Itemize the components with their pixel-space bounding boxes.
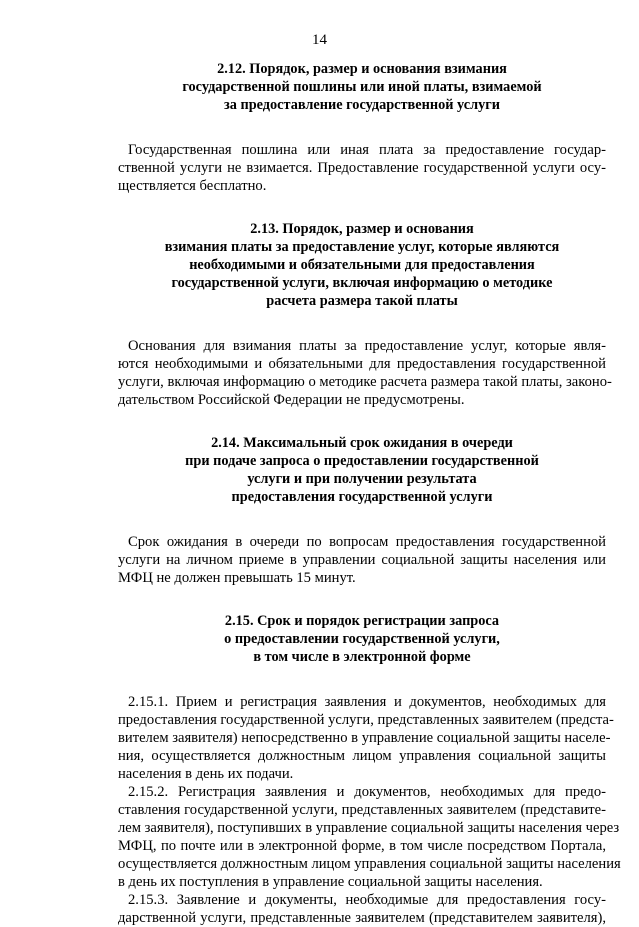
heading-line: необходимыми и обязательными для предоставления: [189, 257, 535, 273]
paragraph-2-15-1: [118, 693, 614, 783]
section-heading-2-14: [118, 434, 606, 506]
paragraph-2-15-3: [118, 891, 606, 927]
text-line: в день их поступления в управление социальной защиты населения.: [118, 874, 543, 890]
text-line: ния, осуществляется должностным лицом управления социальной защиты: [118, 748, 606, 764]
page-number: 14: [312, 32, 327, 48]
text-line: Срок ожидания в очереди по вопросам предоставления государственной: [128, 534, 606, 550]
text-line: предоставления государственной услуги, представленных заявителем (предста-: [118, 712, 614, 728]
heading-line: 2.13. Порядок, размер и основания: [250, 221, 474, 237]
text-line: населения в день их подачи.: [118, 766, 294, 782]
heading-line: при подаче запроса о предоставлении государственной: [185, 453, 539, 469]
text-line: 2.15.3. Заявление и документы, необходимые для предоставления госу-: [128, 892, 606, 908]
heading-line: 2.15. Срок и порядок регистрации запроса: [224, 613, 500, 629]
text-line: ществляется бесплатно.: [118, 178, 267, 194]
heading-line: 2.12. Порядок, размер и основания взимания: [217, 61, 507, 77]
text-line: дарственной услуги, представленные заявителем (представителем заявителя),: [118, 910, 606, 926]
text-line: вителем заявителя) непосредственно в управление социальной защиты населе-: [118, 730, 611, 746]
heading-line: расчета размера такой платы: [266, 293, 458, 309]
text-line: услуги на личном приеме в управлении социальной защиты населения или: [118, 552, 606, 568]
paragraph: [118, 533, 606, 587]
section-heading-2-13: [118, 220, 606, 310]
heading-line: услуги и при получении результата: [247, 471, 477, 487]
text-line: лем заявителя), поступивших в управление социальной защиты населения через: [118, 820, 620, 836]
page-content: [118, 60, 621, 927]
text-line: МФЦ, по почте или в электронной форме, в том числе посредством Портала,: [118, 838, 606, 854]
heading-line: предоставления государственной услуги: [231, 489, 493, 505]
paragraph-2-15-2: [118, 783, 621, 891]
text-line: МФЦ не должен превышать 15 минут.: [118, 570, 356, 586]
text-line: ственной услуги не взимается. Предоставление государственной услуги осу-: [118, 160, 606, 176]
section-heading-2-15: [118, 612, 606, 666]
text-line: 2.15.1. Прием и регистрация заявления и документов, необходимых для: [128, 694, 606, 710]
text-line: ются необходимыми и обязательными для предоставления государственной: [118, 356, 606, 372]
text-line: ставления государственной услуги, представленных заявителем (представите-: [118, 802, 606, 818]
text-line: 2.15.2. Регистрация заявления и документов, необходимых для предо-: [128, 784, 606, 800]
heading-line: за предоставление государственной услуги: [223, 97, 501, 113]
heading-line: в том числе в электронной форме: [253, 649, 471, 665]
heading-line: государственной услуги, включая информацию о методике: [171, 275, 553, 291]
paragraph: [118, 141, 606, 195]
heading-line: государственной пошлины или иной платы, взимаемой: [182, 79, 542, 95]
text-line: дательством Российской Федерации не предусмотрены.: [118, 392, 465, 408]
text-line: Государственная пошлина или иная плата за предоставление государ-: [128, 142, 606, 158]
heading-line: 2.14. Максимальный срок ожидания в очереди: [211, 435, 513, 451]
heading-line: взимания платы за предоставление услуг, которые являются: [164, 239, 560, 255]
heading-line: о предоставлении государственной услуги,: [224, 631, 500, 647]
section-heading-2-12: [118, 60, 606, 114]
paragraph: [118, 337, 612, 409]
text-line: Основания для взимания платы за предоставление услуг, которые явля-: [128, 338, 606, 354]
text-line: осуществляется должностным лицом управления социальной защиты населения: [118, 856, 621, 872]
text-line: услуги, включая информацию о методике расчета размера такой платы, законо-: [118, 374, 612, 390]
